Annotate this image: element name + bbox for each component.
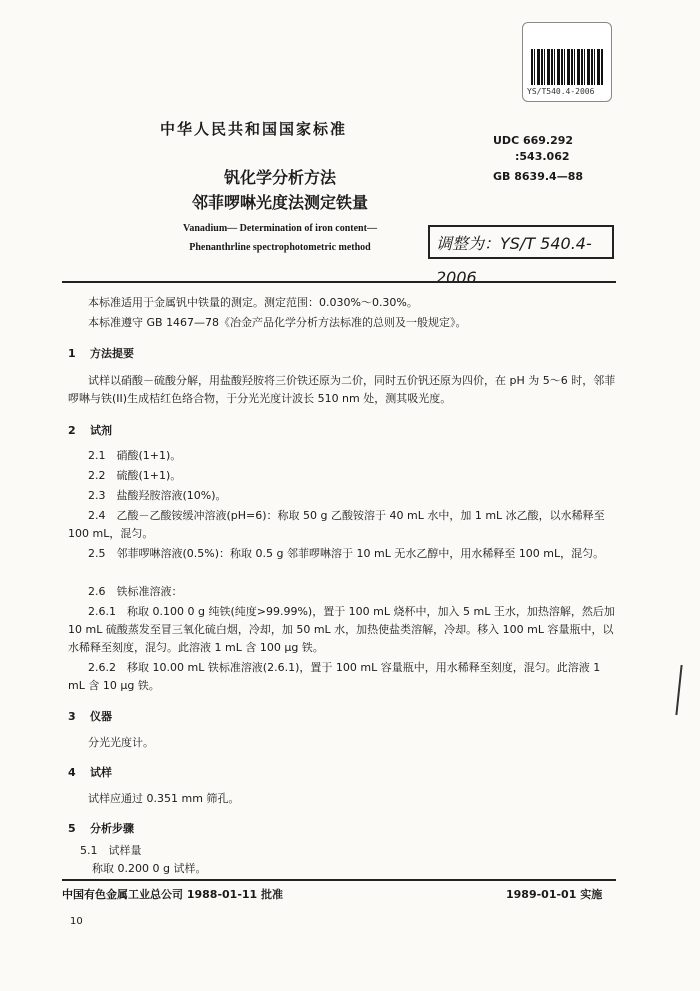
section-number: 1 xyxy=(68,347,76,360)
standard-title: 中华人民共和国国家标准 xyxy=(160,120,348,138)
reagent-item: 2.3 盐酸羟胺溶液(10%)。 xyxy=(88,489,227,502)
udc-line-1: UDC 669.292 xyxy=(493,134,574,147)
gb-number: GB 8639.4—88 xyxy=(493,170,583,183)
reagent-item: 2.4 乙酸－乙酸铵缓冲溶液(pH=6)：称取 50 g 乙酸铵溶于 40 mL 水中，加 1 mL 冰乙酸，以水稀释至 100 mL，混匀。 xyxy=(68,509,605,540)
udc-code xyxy=(493,133,573,165)
issuer-approval: 中国有色金属工业总公司 1988-01-11 批准 xyxy=(62,888,284,901)
intro-line-1: 本标准适用于金属钒中铁量的测定。测定范围：0.030%～0.30%。 xyxy=(88,296,418,309)
intro-line-2: 本标准遵守 GB 1467—78《冶金产品化学分析方法标准的总则及一般规定》。 xyxy=(88,316,467,329)
margin-mark xyxy=(675,665,685,715)
title-zh-2: 邻菲啰啉光度法测定铁量 xyxy=(191,193,368,212)
section-2-heading xyxy=(68,422,112,438)
reagent-item: 2.5 邻菲啰啉溶液(0.5%)：称取 0.5 g 邻菲啰啉溶于 10 mL 无水乙醇中，用水稀释至 100 mL，混匀。 xyxy=(88,547,605,560)
header-divider xyxy=(62,281,616,283)
section-1-heading xyxy=(68,345,134,361)
section-4-body: 试样应通过 0.351 mm 筛孔。 xyxy=(88,792,240,805)
section-5-1-title: 5.1 试样量 xyxy=(80,844,142,857)
title-zh-1: 钒化学分析方法 xyxy=(223,168,336,187)
title-en-1: Vanadium— Determination of iron content— xyxy=(183,223,377,234)
section-number: 5 xyxy=(68,822,76,835)
section-5-1-body: 称取 0.200 0 g 试样。 xyxy=(92,862,207,875)
effective-date: 1989-01-01 实施 xyxy=(506,888,603,901)
udc-line-2: :543.062 xyxy=(515,150,570,163)
section-number: 4 xyxy=(68,766,76,779)
section-5-heading xyxy=(68,820,134,836)
section-3-heading xyxy=(68,708,112,724)
section-number: 2 xyxy=(68,424,76,437)
section-title: 试剂 xyxy=(90,424,112,437)
section-title: 试样 xyxy=(90,766,112,779)
reagent-item: 2.6.1 称取 0.100 0 g 纯铁(纯度>99.99%)，置于 100 mL 烧杯中，加入 5 mL 王水，加热溶解，然后加 10 mL 硫酸蒸发至冒三氧化硫白烟，冷却，加 50 mL 水，加热使盐类溶解，冷却。移入 100 mL 容量瓶中，以水稀释至刻度，混匀。此溶液 1 mL 含 100 μg 铁。 xyxy=(68,605,615,654)
adjust-stamp: 调整为：YS/T 540.4-2006 xyxy=(428,225,614,259)
section-title: 分析步骤 xyxy=(90,822,134,835)
section-1-body: 试样以硝酸－硫酸分解，用盐酸羟胺将三价铁还原为二价，同时五价钒还原为四价，在 pH 为 5～6 时，邻菲啰啉与铁(II)生成桔红色络合物，于分光光度计波长 510 nm 处，测其吸光度。 xyxy=(68,374,616,405)
reagent-item: 2.1 硝酸(1+1)。 xyxy=(88,449,182,462)
section-number: 3 xyxy=(68,710,76,723)
reagent-item: 2.6.2 移取 10.00 mL 铁标准溶液(2.6.1)，置于 100 mL 容量瓶中，用水稀释至刻度，混匀。此溶液 1 mL 含 10 μg 铁。 xyxy=(68,661,601,692)
barcode-label xyxy=(522,22,612,102)
section-3-body: 分光光度计。 xyxy=(88,736,154,749)
barcode-text: YS/T540.4-2006 xyxy=(527,87,595,96)
footer-divider xyxy=(62,879,616,881)
section-4-heading xyxy=(68,764,112,780)
page-number: 10 xyxy=(70,916,83,927)
section-title: 仪器 xyxy=(90,710,112,723)
section-title: 方法提要 xyxy=(90,347,134,360)
reagent-item: 2.2 硫酸(1+1)。 xyxy=(88,469,182,482)
barcode-icon xyxy=(531,49,603,85)
title-en-2: Phenanthrline spectrophotometric method xyxy=(189,242,371,253)
reagent-item: 2.6 铁标准溶液： xyxy=(88,585,183,598)
